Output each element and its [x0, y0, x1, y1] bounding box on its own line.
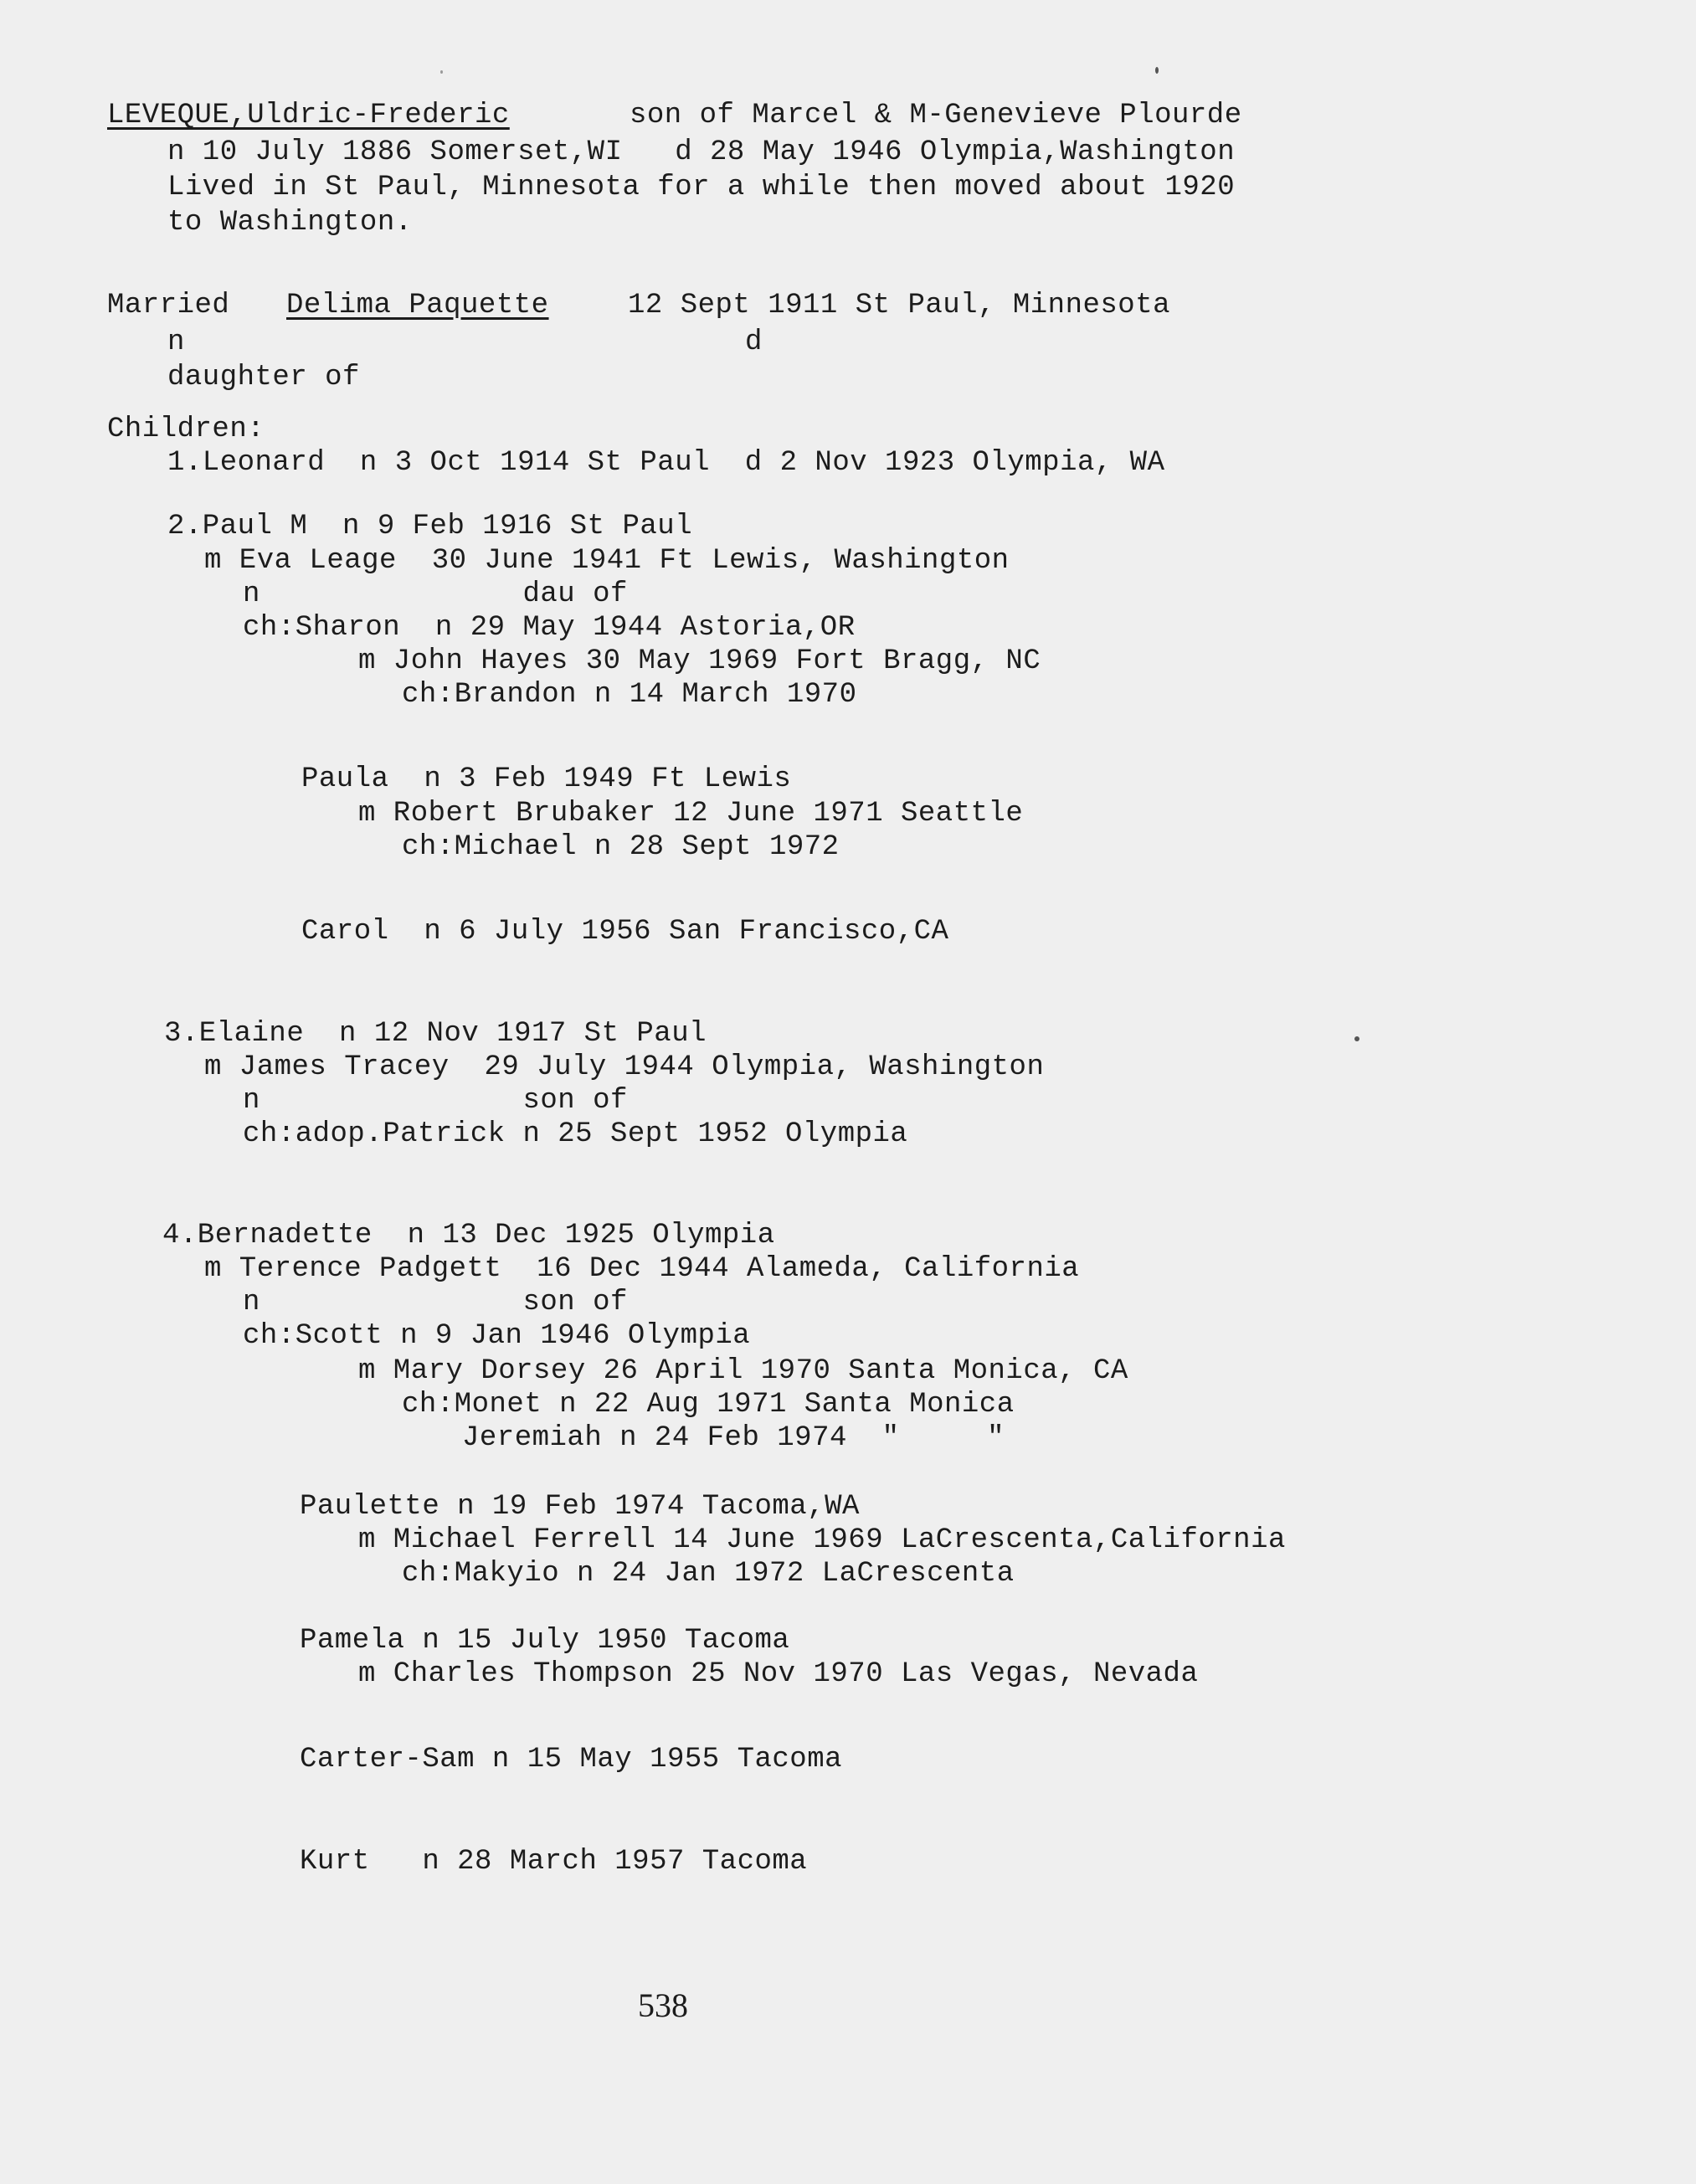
- subject-residence-line-2: to Washington.: [167, 207, 413, 239]
- grandchild-marriage: m Mary Dorsey 26 April 1970 Santa Monica, CA: [358, 1355, 1128, 1387]
- grandchild-entry: Carol n 6 July 1956 San Francisco,CA: [301, 916, 949, 948]
- spouse-birth: n: [167, 326, 185, 358]
- paper-speck: [1354, 1036, 1359, 1041]
- child-entry: 2.Paul M n 9 Feb 1916 St Paul: [167, 511, 693, 542]
- spouse-name: Delima Paquette: [286, 290, 549, 321]
- married-label: Married: [107, 290, 230, 321]
- paper-speck: [440, 70, 443, 74]
- grandchild-entry: ch:Scott n 9 Jan 1946 Olympia: [243, 1320, 751, 1352]
- spouse-parents: daughter of: [167, 362, 360, 393]
- grandchild-marriage: m John Hayes 30 May 1969 Fort Bragg, NC: [358, 645, 1041, 677]
- grandchild-entry: ch:Sharon n 29 May 1944 Astoria,OR: [243, 612, 856, 644]
- grandchild-entry: Carter-Sam n 15 May 1955 Tacoma: [300, 1744, 843, 1775]
- great-grandchild-entry: ch:Brandon n 14 March 1970: [402, 679, 857, 711]
- paper-speck: [1155, 67, 1159, 74]
- page-number: 538: [638, 1986, 688, 2024]
- grandchild-entry: Kurt n 28 March 1957 Tacoma: [300, 1846, 808, 1878]
- great-grandchild-entry: ch:Michael n 28 Sept 1972: [402, 831, 840, 863]
- child-entry: 1.Leonard n 3 Oct 1914 St Paul d 2 Nov 1923 Olympia, WA: [167, 447, 1165, 479]
- grandchild-marriage: m Robert Brubaker 12 June 1971 Seattle: [358, 798, 1024, 830]
- great-grandchild-entry: Jeremiah n 24 Feb 1974 " ": [462, 1422, 1005, 1454]
- grandchild-entry: ch:adop.Patrick n 25 Sept 1952 Olympia: [243, 1118, 908, 1150]
- subject-name: LEVEQUE,Uldric-Frederic: [107, 100, 510, 131]
- grandchild-marriage: m Charles Thompson 25 Nov 1970 Las Vegas, Nevada: [358, 1658, 1199, 1690]
- subject-birth-death: n 10 July 1886 Somerset,WI d 28 May 1946 Olympia,Washington: [167, 136, 1236, 168]
- child-spouse-detail: n son of: [243, 1287, 628, 1318]
- grandchild-marriage: m Michael Ferrell 14 June 1969 LaCrescenta,California: [358, 1524, 1286, 1556]
- children-label: Children:: [107, 414, 265, 445]
- grandchild-entry: Paulette n 19 Feb 1974 Tacoma,WA: [300, 1491, 860, 1523]
- subject-parents: son of Marcel & M-Genevieve Plourde: [630, 100, 1242, 131]
- child-spouse-detail: n dau of: [243, 578, 628, 610]
- child-marriage: m Eva Leage 30 June 1941 Ft Lewis, Washington: [204, 545, 1010, 577]
- subject-residence-line-1: Lived in St Paul, Minnesota for a while then moved about 1920: [167, 172, 1236, 203]
- grandchild-entry: Pamela n 15 July 1950 Tacoma: [300, 1625, 790, 1657]
- marriage-details: 12 Sept 1911 St Paul, Minnesota: [628, 290, 1171, 321]
- child-marriage: m James Tracey 29 July 1944 Olympia, Washington: [204, 1051, 1045, 1083]
- spouse-death: d: [745, 326, 763, 358]
- child-spouse-detail: n son of: [243, 1085, 628, 1117]
- great-grandchild-entry: ch:Monet n 22 Aug 1971 Santa Monica: [402, 1389, 1015, 1421]
- grandchild-entry: Paula n 3 Feb 1949 Ft Lewis: [301, 763, 792, 795]
- child-entry: 3.Elaine n 12 Nov 1917 St Paul: [164, 1018, 707, 1050]
- child-entry: 4.Bernadette n 13 Dec 1925 Olympia: [162, 1220, 775, 1251]
- great-grandchild-entry: ch:Makyio n 24 Jan 1972 LaCrescenta: [402, 1558, 1015, 1590]
- child-marriage: m Terence Padgett 16 Dec 1944 Alameda, California: [204, 1253, 1080, 1285]
